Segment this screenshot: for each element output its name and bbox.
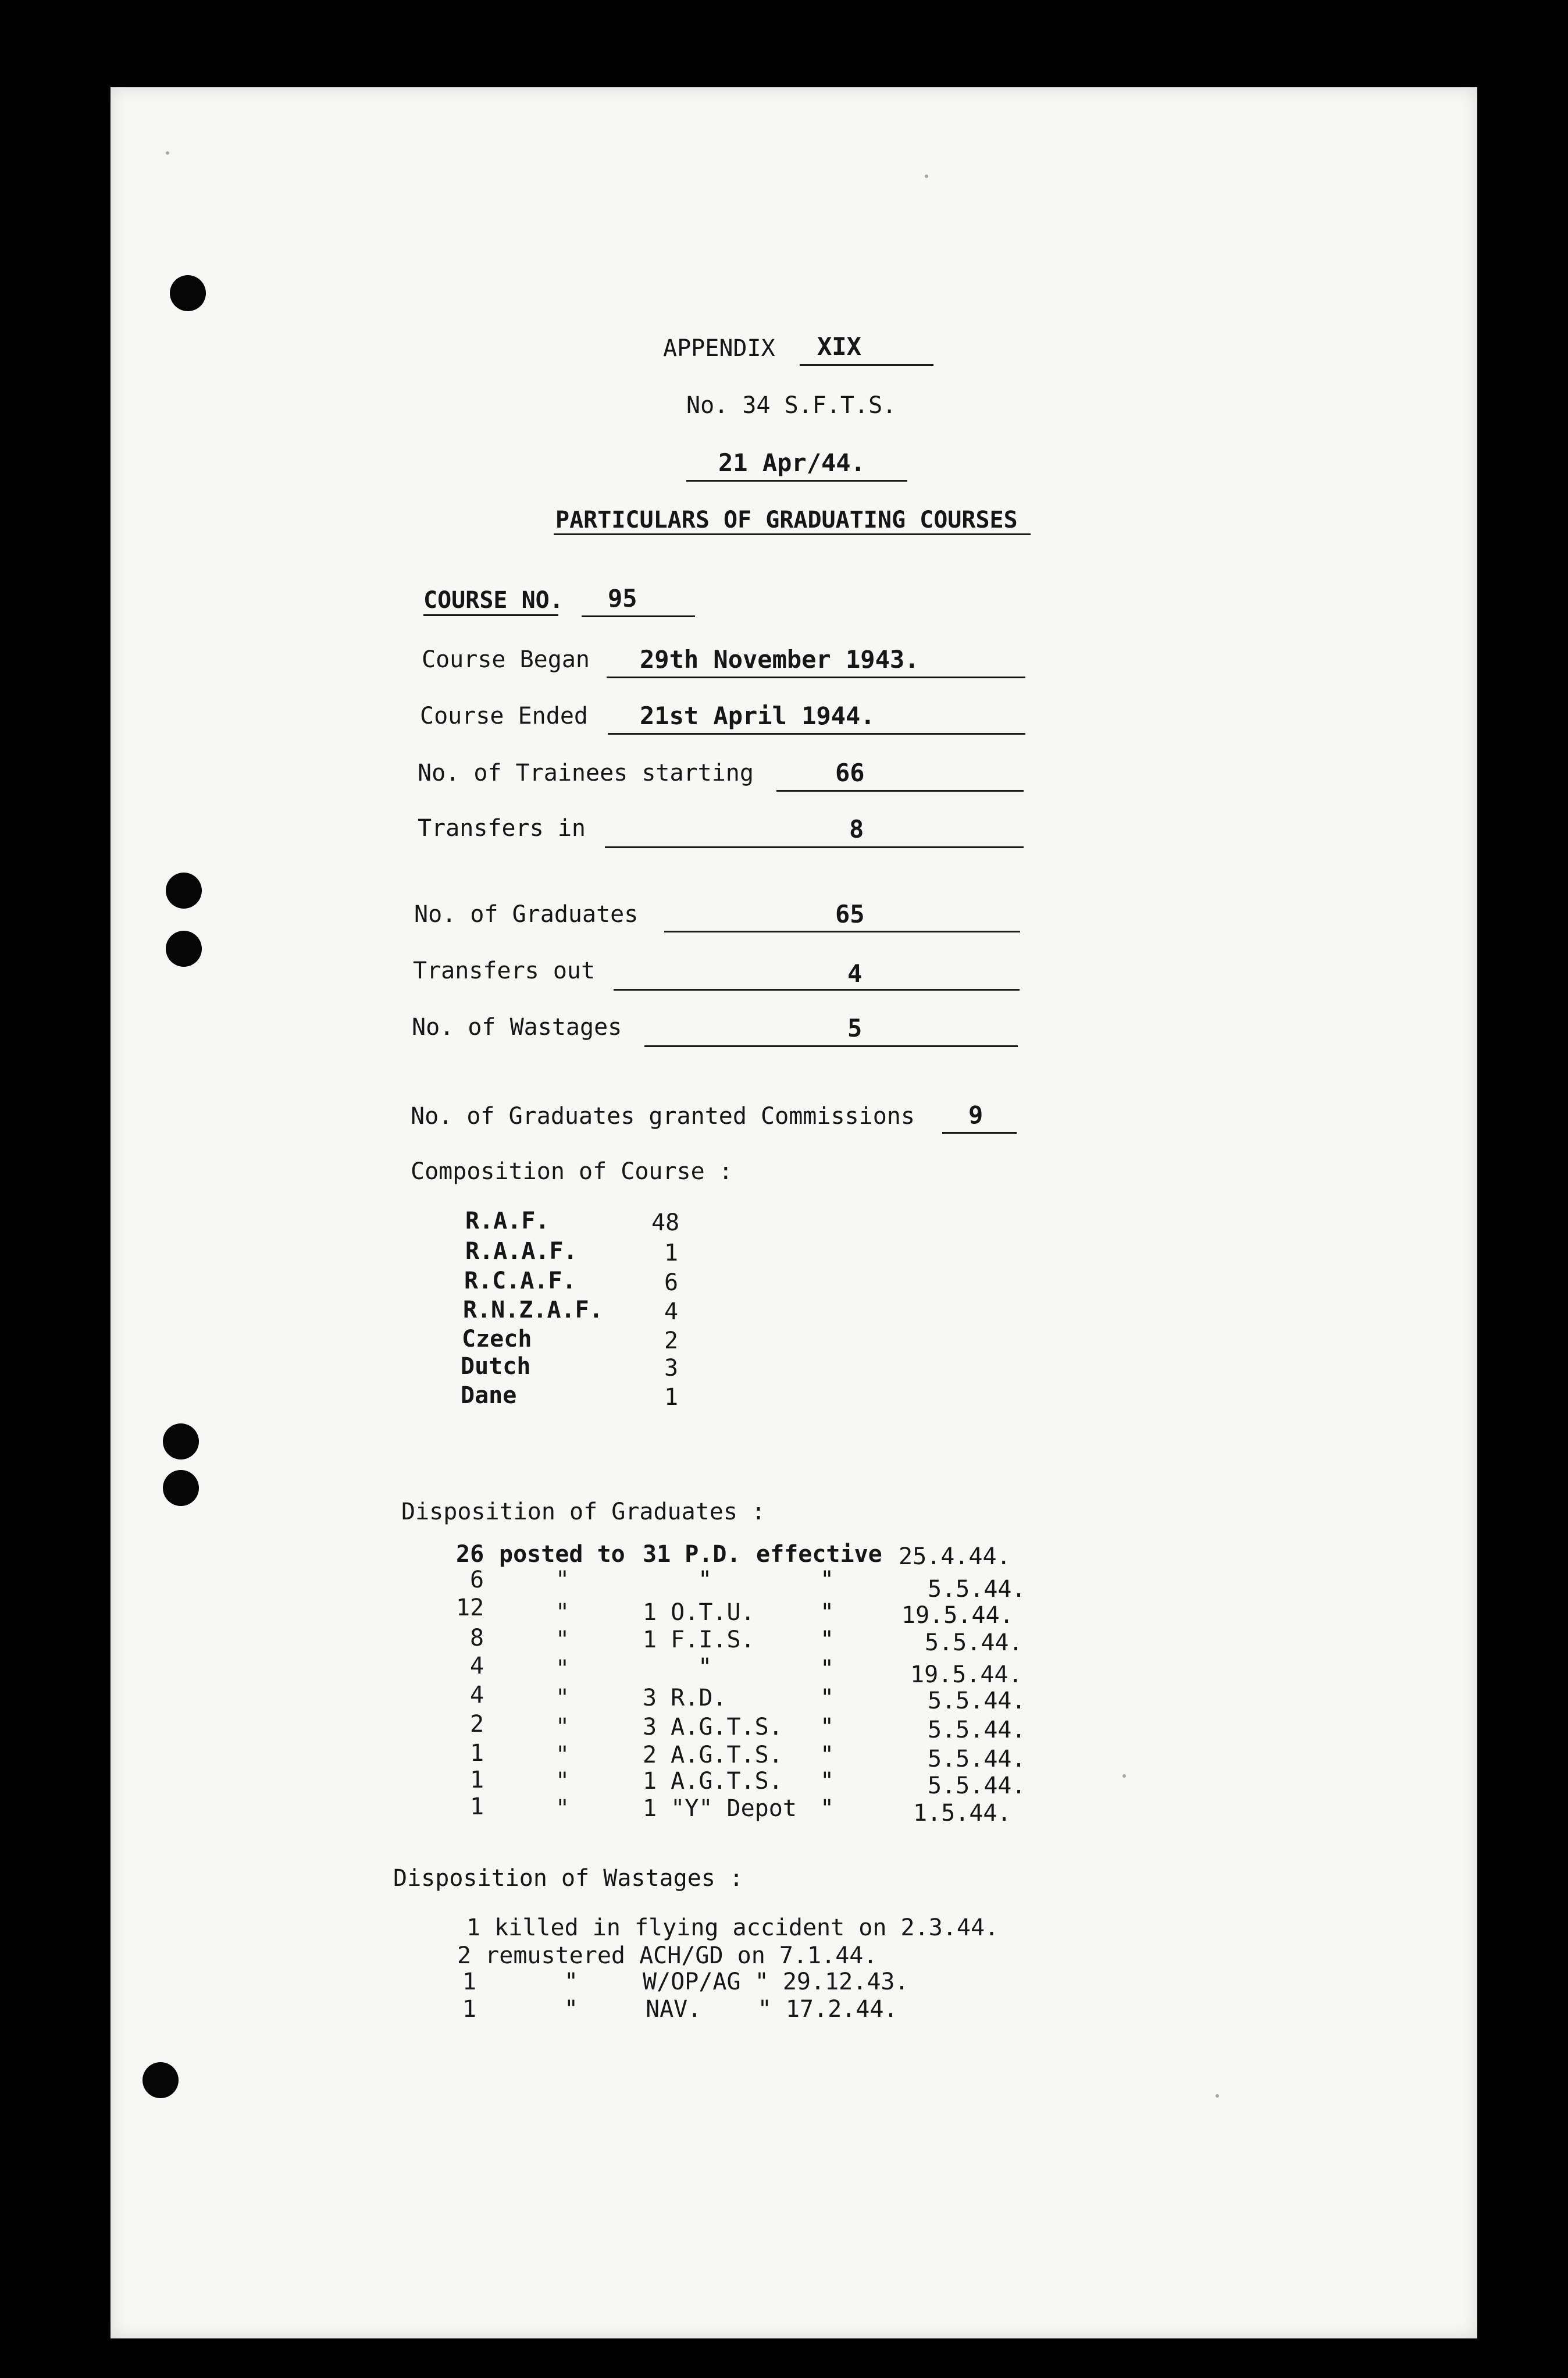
trainees-starting-label: No. of Trainees starting xyxy=(418,760,754,786)
graduates-date: 5.5.44. xyxy=(928,1772,1026,1799)
graduates-posted: " xyxy=(555,1742,570,1768)
graduates-date: 5.5.44. xyxy=(928,1746,1026,1772)
graduates-date: 1.5.44. xyxy=(913,1800,1011,1827)
composition-label: Composition of Course : xyxy=(411,1158,733,1185)
wastage-line-killed: 1 killed in flying accident on 2.3.44. xyxy=(466,1914,999,1941)
graduates-effective: " xyxy=(820,1567,835,1593)
graduates-date: 5.5.44. xyxy=(928,1688,1026,1714)
graduates-destination: 31 P.D. xyxy=(643,1541,741,1568)
date-underline xyxy=(686,480,907,482)
graduates-count: 4 xyxy=(470,1653,484,1679)
graduates-date: 5.5.44. xyxy=(928,1717,1026,1743)
course-number-label: COURSE NO. xyxy=(423,587,564,614)
graduates-posted: " xyxy=(555,1599,570,1626)
transfers-in-value: 8 xyxy=(849,815,864,843)
composition-name: R.A.F. xyxy=(465,1208,550,1234)
graduates-count: 1 xyxy=(470,1740,484,1767)
graduates-count: 6 xyxy=(470,1567,484,1593)
graduates-effective: " xyxy=(820,1656,835,1682)
wastage-count: 1 xyxy=(462,1996,477,2023)
scan-speck xyxy=(166,151,169,155)
title-underline xyxy=(554,533,1031,535)
page-title: PARTICULARS OF GRADUATING COURSES xyxy=(555,507,1018,533)
composition-count: 6 xyxy=(664,1269,679,1296)
composition-name: Czech xyxy=(462,1326,532,1352)
course-ended-value: 21st April 1944. xyxy=(640,702,875,730)
binder-hole xyxy=(170,275,206,311)
composition-name: R.C.A.F. xyxy=(464,1268,576,1294)
graduates-destination: 3 R.D. xyxy=(643,1685,727,1711)
graduates-date: 5.5.44. xyxy=(925,1629,1023,1656)
wastage-ditto: " xyxy=(564,1996,579,2023)
course-began-underline xyxy=(607,677,1025,678)
graduates-effective: effective xyxy=(756,1541,882,1568)
graduates-posted: " xyxy=(555,1626,570,1653)
composition-count: 1 xyxy=(664,1240,679,1266)
course-number-label-underline xyxy=(423,614,558,616)
composition-name: Dane xyxy=(461,1382,517,1409)
graduates-count: 2 xyxy=(470,1711,484,1738)
graduates-date: 19.5.44. xyxy=(910,1661,1022,1688)
composition-name: Dutch xyxy=(461,1353,531,1380)
wastage-line-remustered: 2 remustered ACH/GD on 7.1.44. xyxy=(457,1942,878,1969)
wastage-detail: W/OP/AG " 29.12.43. xyxy=(643,1968,909,1995)
graduates-effective: " xyxy=(820,1685,835,1711)
course-ended-underline xyxy=(608,733,1025,735)
graduates-effective: " xyxy=(820,1599,835,1626)
graduates-posted: " xyxy=(555,1656,570,1682)
scan-speck xyxy=(1122,1774,1126,1778)
binder-hole xyxy=(163,1470,199,1506)
binder-hole xyxy=(142,2062,179,2098)
graduates-posted: " xyxy=(555,1567,570,1593)
scan-speck xyxy=(1216,2094,1219,2098)
graduates-effective: " xyxy=(820,1714,835,1740)
binder-hole xyxy=(163,1423,199,1459)
composition-count: 2 xyxy=(664,1327,679,1354)
composition-name: R.A.A.F. xyxy=(465,1238,578,1265)
graduates-count: 12 xyxy=(456,1594,484,1621)
graduates-underline xyxy=(664,931,1020,932)
graduates-posted: posted to xyxy=(499,1541,625,1568)
trainees-starting-value: 66 xyxy=(835,759,865,787)
graduates-count: 4 xyxy=(470,1682,484,1708)
transfers-in-label: Transfers in xyxy=(418,815,586,842)
graduates-date: 5.5.44. xyxy=(928,1576,1026,1603)
appendix-label: APPENDIX xyxy=(663,335,775,362)
wastage-ditto: " xyxy=(564,1968,579,1995)
wastage-detail: NAV. " 17.2.44. xyxy=(646,1996,898,2023)
binder-hole xyxy=(166,931,202,967)
transfers-in-underline xyxy=(605,846,1024,848)
disposition-wastages-label: Disposition of Wastages : xyxy=(393,1865,744,1892)
wastages-underline xyxy=(644,1045,1018,1047)
wastages-label: No. of Wastages xyxy=(412,1014,622,1041)
graduates-date: 19.5.44. xyxy=(901,1602,1014,1629)
graduates-effective: " xyxy=(820,1742,835,1768)
graduates-count: 26 xyxy=(456,1541,484,1568)
graduates-destination: 1 O.T.U. xyxy=(643,1599,755,1626)
graduates-count: 1 xyxy=(470,1793,484,1820)
graduates-posted: " xyxy=(555,1685,570,1711)
composition-count: 3 xyxy=(664,1355,679,1382)
graduates-destination: 2 A.G.T.S. xyxy=(643,1742,783,1768)
wastages-value: 5 xyxy=(847,1014,863,1042)
graduates-posted: " xyxy=(555,1714,570,1740)
disposition-graduates-label: Disposition of Graduates : xyxy=(401,1498,766,1525)
transfers-out-underline xyxy=(614,989,1020,991)
wastage-count: 1 xyxy=(462,1968,477,1995)
commissions-value: 9 xyxy=(968,1101,983,1129)
graduates-destination: 1 F.I.S. xyxy=(643,1626,755,1653)
graduates-label: No. of Graduates xyxy=(414,901,639,928)
transfers-out-value: 4 xyxy=(847,959,863,988)
graduates-effective: " xyxy=(820,1768,835,1795)
graduates-count: 8 xyxy=(470,1625,484,1651)
scan-speck xyxy=(925,175,928,178)
appendix-underline xyxy=(800,364,933,366)
unit-name: No. 34 S.F.T.S. xyxy=(686,392,897,419)
commissions-label: No. of Graduates granted Commissions xyxy=(411,1103,915,1130)
graduates-destination: 3 A.G.T.S. xyxy=(643,1714,783,1740)
course-ended-label: Course Ended xyxy=(420,703,588,729)
graduates-effective: " xyxy=(820,1626,835,1653)
graduates-value: 65 xyxy=(835,900,865,928)
composition-name: R.N.Z.A.F. xyxy=(463,1297,603,1323)
binder-hole xyxy=(166,873,202,909)
graduates-posted: " xyxy=(555,1768,570,1795)
course-began-value: 29th November 1943. xyxy=(640,645,920,674)
appendix-number: XIX xyxy=(817,332,861,361)
course-number-underline xyxy=(582,615,695,617)
composition-count: 4 xyxy=(664,1298,679,1325)
course-number-value: 95 xyxy=(608,584,637,613)
transfers-out-label: Transfers out xyxy=(413,957,596,984)
graduates-destination: " xyxy=(698,1567,712,1593)
composition-count: 1 xyxy=(664,1384,679,1411)
course-began-label: Course Began xyxy=(422,646,590,673)
graduates-destination: " xyxy=(698,1654,712,1681)
graduates-effective: " xyxy=(820,1795,835,1822)
graduates-destination: 1 A.G.T.S. xyxy=(643,1768,783,1795)
composition-count: 48 xyxy=(651,1209,680,1236)
graduates-destination: 1 "Y" Depot xyxy=(643,1795,797,1822)
graduates-date: 25.4.44. xyxy=(899,1543,1011,1570)
graduates-posted: " xyxy=(555,1795,570,1822)
trainees-starting-underline xyxy=(776,790,1024,792)
document-date: 21 Apr/44. xyxy=(718,448,865,477)
graduates-count: 1 xyxy=(470,1767,484,1793)
commissions-underline xyxy=(942,1132,1017,1134)
